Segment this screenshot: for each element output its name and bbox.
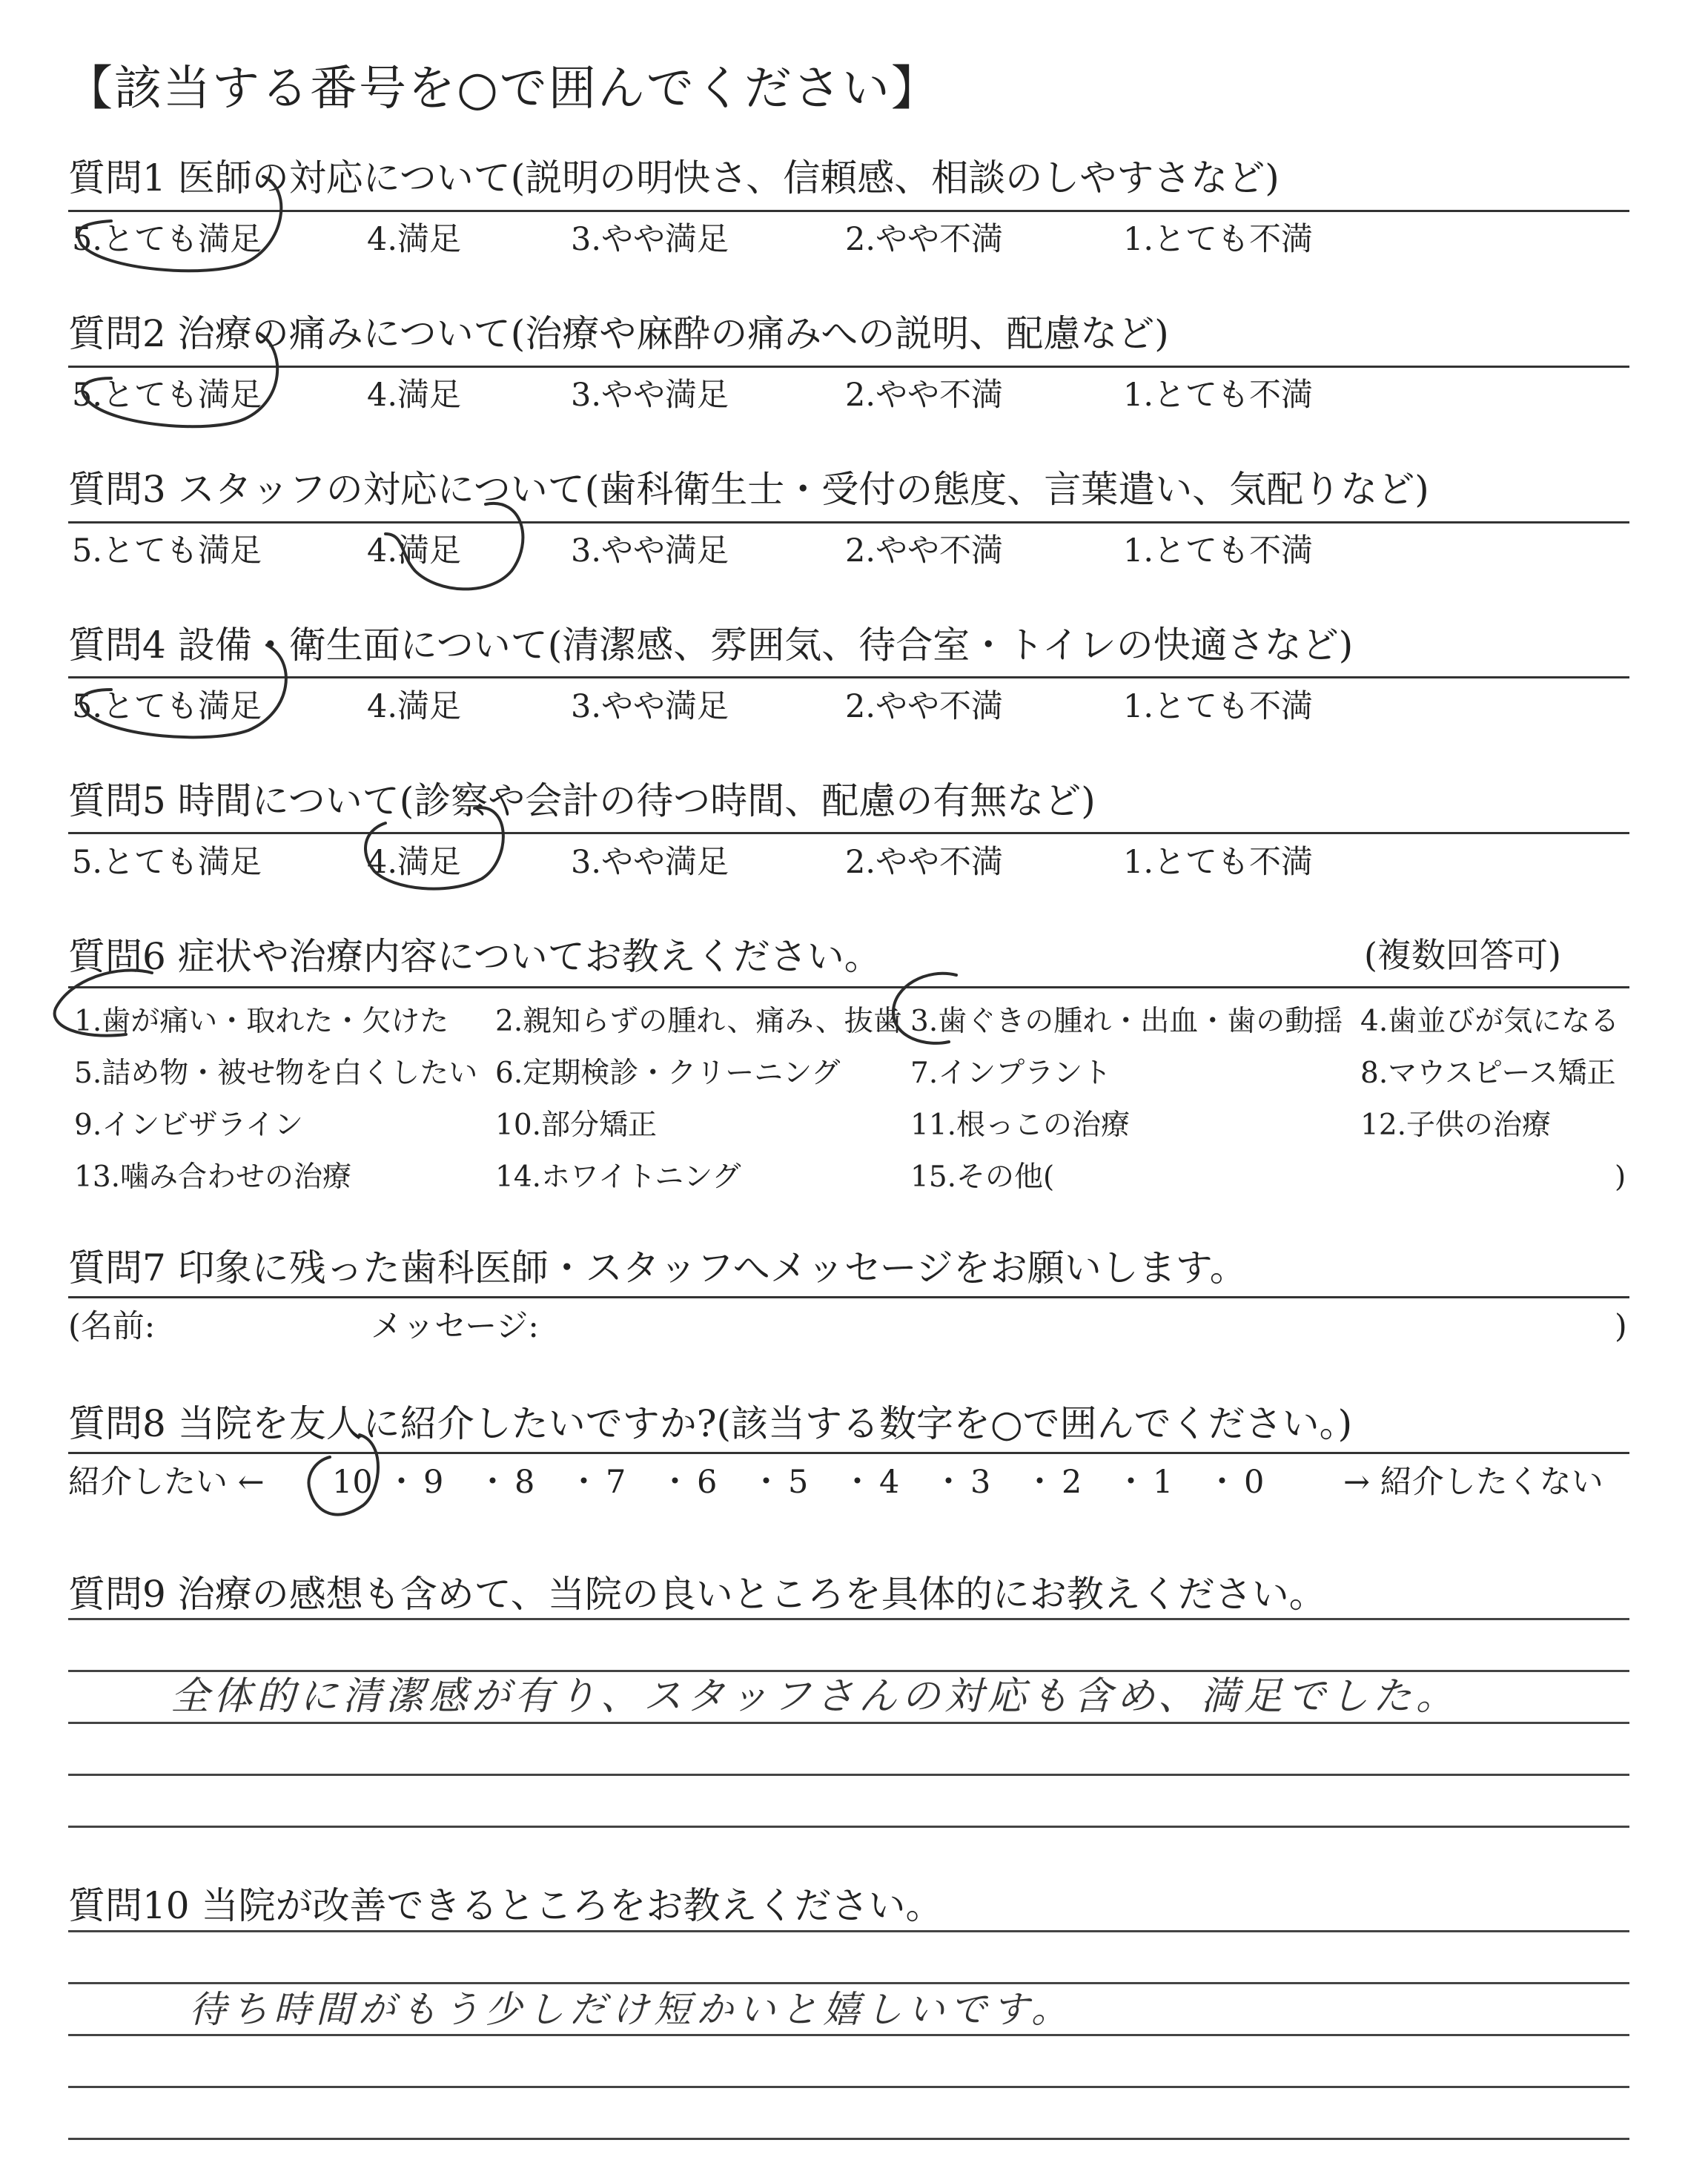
q6-title: 質問6 症状や治療内容についてお教えください。 [68, 935, 881, 978]
q5-title: 質問5 時間について(診察や会計の待つ時間、配慮の有無など) [68, 779, 1096, 822]
page-header: 【該当する番号を○で囲んでください】 [65, 62, 940, 116]
q9-line-3 [68, 1722, 1629, 1724]
q9-line-2 [68, 1670, 1629, 1672]
q3-title: 質問3 スタッフの対応について(歯科衛生士・受付の態度、言葉遣い、気配りなど) [68, 468, 1429, 511]
q10-line-3 [68, 2034, 1629, 2036]
q5-option-1[interactable]: 1.とても不満 [1123, 844, 1314, 881]
q8-scale-4[interactable]: 4 [879, 1464, 900, 1501]
q4-title: 質問4 設備・衛生面について(清潔感、雰囲気、待合室・トイレの快適さなど) [68, 624, 1354, 667]
q10-line-1 [68, 1930, 1629, 1932]
q10-line-5 [68, 2138, 1629, 2140]
q2-title: 質問2 治療の痛みについて(治療や麻酔の痛みへの説明、配慮など) [68, 312, 1169, 355]
q8-scale-separator: ・ [385, 1464, 417, 1501]
q10-line-2 [68, 1982, 1629, 1984]
q8-scale-6[interactable]: 6 [697, 1464, 718, 1501]
q4-option-5[interactable]: 5.とても満足 [72, 688, 262, 725]
q1-option-5[interactable]: 5.とても満足 [72, 221, 262, 258]
q8-scale-separator: ・ [659, 1464, 691, 1501]
q7-rule [68, 1296, 1629, 1298]
q7-close: ) [1615, 1308, 1627, 1345]
q4-option-1[interactable]: 1.とても不満 [1123, 688, 1314, 725]
q4-option-4[interactable]: 4.満足 [367, 688, 462, 725]
q8-scale-10[interactable]: 10 [332, 1464, 373, 1501]
q10-answer: 待ち時間がもう少しだけ短かいと嬉しいです。 [189, 1988, 1073, 2031]
q9-title: 質問9 治療の感想も含めて、当院の良いところを具体的にお教えください。 [68, 1573, 1326, 1616]
q6-option-3[interactable]: 3.歯ぐきの腫れ・出血・歯の動揺 [910, 1005, 1343, 1038]
q9-line-4 [68, 1774, 1629, 1776]
q7-name-label: (名前: [68, 1308, 156, 1345]
q5-option-4[interactable]: 4.満足 [367, 844, 462, 881]
q8-scale-separator: ・ [477, 1464, 509, 1501]
q8-scale-separator: ・ [568, 1464, 600, 1501]
q5-option-2[interactable]: 2.やや不満 [845, 844, 1004, 881]
q1-option-2[interactable]: 2.やや不満 [845, 221, 1004, 258]
q8-scale-2[interactable]: 2 [1062, 1464, 1082, 1501]
q6-option-4[interactable]: 4.歯並びが気になる [1360, 1005, 1620, 1038]
q9-line-5 [68, 1826, 1629, 1828]
q3-option-1[interactable]: 1.とても不満 [1123, 532, 1314, 569]
q4-rule [68, 676, 1629, 678]
q7-title: 質問7 印象に残った歯科医師・スタッフへメッセージをお願いします。 [68, 1246, 1247, 1289]
q8-scale-separator: ・ [841, 1464, 873, 1501]
q3-option-4[interactable]: 4.満足 [367, 532, 462, 569]
q6-option-9[interactable]: 9.インビザライン [74, 1109, 304, 1142]
q1-option-4[interactable]: 4.満足 [367, 221, 462, 258]
q6-option-13[interactable]: 13.噛み合わせの治療 [74, 1160, 352, 1194]
q7-message-label: メッセージ: [371, 1308, 539, 1345]
q8-scale-separator: ・ [933, 1464, 964, 1501]
q6-option-11[interactable]: 11.根っこの治療 [910, 1109, 1131, 1142]
q1-rule [68, 210, 1629, 212]
q6-note: (複数回答可) [1364, 935, 1561, 975]
q9-line-1 [68, 1618, 1629, 1620]
q8-left-label: 紹介したい ← [68, 1464, 265, 1501]
q6-option-1[interactable]: 1.歯が痛い・取れた・欠けた [74, 1005, 449, 1038]
q8-scale-0[interactable]: 0 [1244, 1464, 1265, 1501]
q8-scale-separator: ・ [1206, 1464, 1238, 1501]
q8-scale-9[interactable]: 9 [423, 1464, 444, 1501]
q8-scale-separator: ・ [750, 1464, 782, 1501]
q6-option-15[interactable]: 15.その他( [910, 1160, 1055, 1194]
q6-option-15-close: ) [1615, 1160, 1626, 1194]
q3-rule [68, 521, 1629, 524]
q6-option-10[interactable]: 10.部分矯正 [495, 1109, 658, 1142]
q6-option-12[interactable]: 12.子供の治療 [1360, 1109, 1552, 1142]
q10-line-4 [68, 2086, 1629, 2088]
q6-option-2[interactable]: 2.親知らずの腫れ、痛み、抜歯 [495, 1005, 902, 1038]
q8-scale-separator: ・ [1115, 1464, 1147, 1501]
q6-option-8[interactable]: 8.マウスピース矯正 [1360, 1057, 1616, 1090]
q2-option-5[interactable]: 5.とても満足 [72, 377, 262, 414]
q8-scale-1[interactable]: 1 [1153, 1464, 1174, 1501]
q2-option-2[interactable]: 2.やや不満 [845, 377, 1004, 414]
q6-option-5[interactable]: 5.詰め物・被せ物を白くしたい [74, 1057, 478, 1090]
q9-answer: 全体的に清潔感が有り、スタッフさんの対応も含め、満足でした。 [171, 1674, 1459, 1719]
q5-rule [68, 832, 1629, 834]
q1-title: 質問1 医師の対応について(説明の明快さ、信頼感、相談のしやすさなど) [68, 156, 1280, 199]
q4-option-2[interactable]: 2.やや不満 [845, 688, 1004, 725]
q8-rule [68, 1452, 1629, 1454]
q2-option-1[interactable]: 1.とても不満 [1123, 377, 1314, 414]
q8-right-label: → 紹介したくない [1343, 1464, 1603, 1501]
q3-option-5[interactable]: 5.とても満足 [72, 532, 262, 569]
q2-option-3[interactable]: 3.やや満足 [571, 377, 729, 414]
q1-option-3[interactable]: 3.やや満足 [571, 221, 729, 258]
q8-scale-8[interactable]: 8 [514, 1464, 535, 1501]
q5-option-3[interactable]: 3.やや満足 [571, 844, 729, 881]
q1-option-1[interactable]: 1.とても不満 [1123, 221, 1314, 258]
q3-option-3[interactable]: 3.やや満足 [571, 532, 729, 569]
q8-scale-separator: ・ [1024, 1464, 1056, 1501]
q10-title: 質問10 当院が改善できるところをお教えください。 [68, 1884, 943, 1927]
q6-option-7[interactable]: 7.インプラント [910, 1057, 1112, 1090]
q3-option-2[interactable]: 2.やや不満 [845, 532, 1004, 569]
q5-option-5[interactable]: 5.とても満足 [72, 844, 262, 881]
q8-title: 質問8 当院を友人に紹介したいですか?(該当する数字を○で囲んでください。) [68, 1402, 1353, 1445]
q8-scale-7[interactable]: 7 [606, 1464, 626, 1501]
q8-scale-3[interactable]: 3 [970, 1464, 991, 1501]
q2-rule [68, 366, 1629, 368]
q6-option-14[interactable]: 14.ホワイトニング [495, 1160, 741, 1194]
q4-option-3[interactable]: 3.やや満足 [571, 688, 729, 725]
q8-scale-5[interactable]: 5 [788, 1464, 809, 1501]
q2-option-4[interactable]: 4.満足 [367, 377, 462, 414]
q6-rule [68, 986, 1629, 988]
q6-option-6[interactable]: 6.定期検診・クリーニング [495, 1057, 841, 1090]
